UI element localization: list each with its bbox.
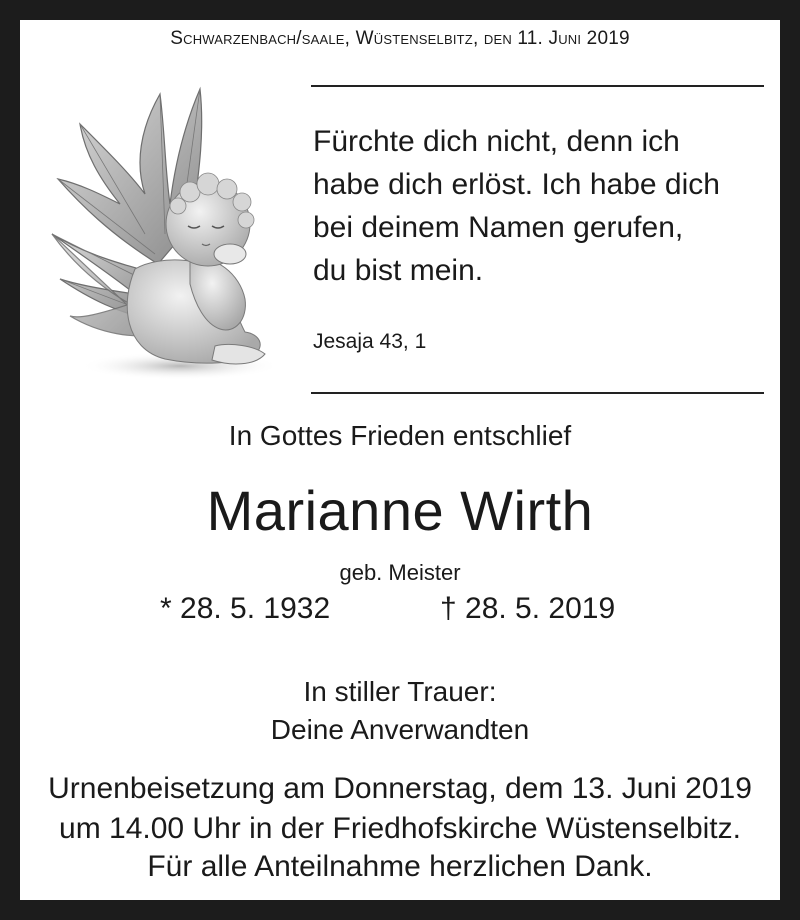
funeral-place-line: um 14.00 Uhr in der Friedhofskirche Wüstenselbitz. — [59, 812, 741, 845]
life-dates — [0, 592, 800, 632]
place-date-line: Schwarzenbach/saale, Wüstenselbitz, den 11. Juni 2019 — [170, 28, 630, 49]
mourners-name: Deine Anverwandten — [270, 714, 530, 745]
deceased-name: Marianne Wirth — [206, 479, 594, 542]
maiden-name: geb. Meister — [339, 560, 461, 585]
verse-line: du bist mein. — [313, 254, 484, 287]
funeral-date-line: Urnenbeisetzung am Donnerstag, dem 13. Juni 2019 — [48, 772, 752, 805]
death-intro: In Gottes Frieden entschlief — [228, 420, 572, 451]
top-divider — [311, 85, 764, 87]
mourning-line: In stiller Trauer: — [303, 676, 497, 707]
verse-line: bei deinem Namen gerufen, — [313, 211, 684, 244]
thanks-line: Für alle Anteilnahme herzlichen Dank. — [147, 850, 653, 883]
bottom-divider — [311, 392, 764, 394]
angel-figurine-icon — [40, 84, 272, 386]
verse-line: Fürchte dich nicht, denn ich — [313, 125, 680, 158]
bible-verse — [313, 120, 720, 292]
verse-reference: Jesaja 43, 1 — [313, 330, 427, 353]
death-date: † 28. 5. 2019 — [440, 592, 616, 625]
birth-date: * 28. 5. 1932 — [160, 592, 331, 625]
verse-line: habe dich erlöst. Ich habe dich — [313, 168, 720, 201]
